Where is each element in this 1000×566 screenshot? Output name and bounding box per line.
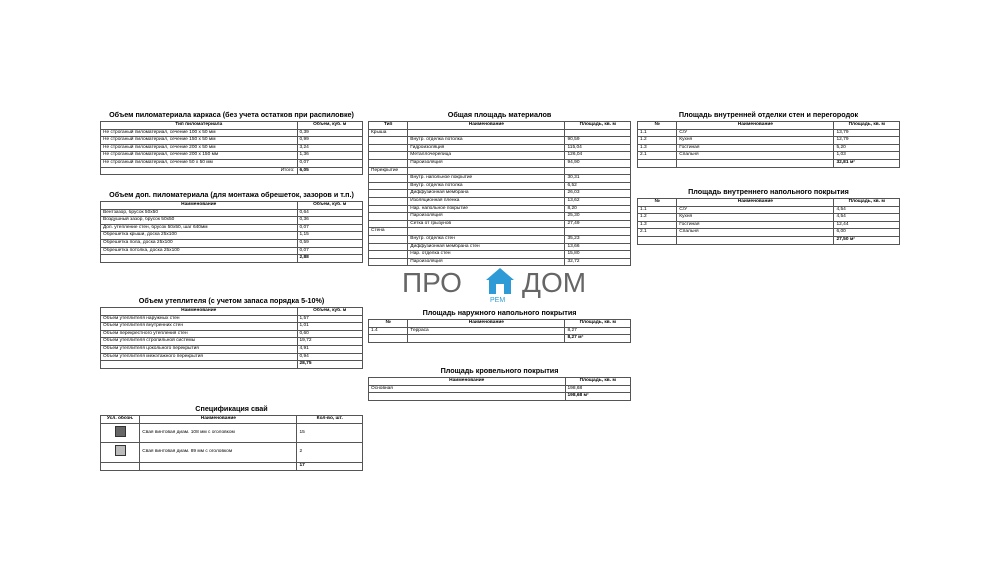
logo-right-text: ДОМ [522, 267, 587, 298]
cell: Терраса [408, 327, 565, 335]
cell: 19,72 [297, 338, 363, 346]
cell: 1.3 [638, 221, 677, 229]
roof-table [368, 377, 631, 401]
logo-graphic [400, 264, 600, 304]
materials-header-name: Наименование [408, 122, 565, 130]
cell: Пароизоляция [408, 213, 565, 221]
table-row [369, 197, 631, 205]
table-row [369, 144, 631, 152]
cell: Гостиная [677, 221, 834, 229]
cell: Пароизоляция [408, 159, 565, 167]
wall-header-no: № [638, 122, 677, 130]
cell: Не строганый пиломатериал, сечение 100 х 50 мм [101, 129, 298, 137]
cell: Спальня [677, 229, 834, 237]
cell: Объем утеплителя внутренних стен [101, 323, 298, 331]
cell: 198,68 [565, 385, 631, 393]
cell: 1.4 [369, 327, 408, 335]
roof-section [368, 366, 631, 401]
cell: Гостиная [677, 144, 834, 152]
indoor-header-name: Наименование [677, 199, 834, 207]
materials-title: Общая площадь материалов [447, 110, 552, 119]
logo-left-text: ПРО [402, 267, 462, 298]
insulation-header-name: Наименование [101, 308, 298, 316]
cell: 126,04 [565, 152, 631, 160]
table-row [101, 137, 363, 145]
table-row [369, 327, 631, 335]
cell: Обрешетка потолка, доска 25х100 [101, 247, 298, 255]
cell: Нар. отделка стен [408, 251, 565, 259]
wall-finish-section [637, 110, 900, 168]
table-row [101, 159, 363, 167]
cell: 1,01 [297, 323, 363, 331]
cell: С/У [677, 129, 834, 137]
table-row [638, 137, 900, 145]
piles-title: Спецификация свай [195, 404, 268, 413]
cell: 0,64 [297, 209, 363, 217]
materials-header-area: Площадь, кв. м [565, 122, 631, 130]
lumber-title: Объем пиломатериала каркаса (без учета остатков при распиловке) [109, 110, 354, 119]
lumber-header-type: Тип пиломатериала [101, 122, 298, 130]
table-row [101, 224, 363, 232]
total-row [101, 255, 363, 263]
cell: Не строганый пиломатериал, сечение 150 х 50 мм [101, 137, 298, 145]
total-value: 2,88 [297, 255, 363, 263]
cell: 30,31 [565, 175, 631, 183]
table-row [101, 315, 363, 323]
extra-lumber-header-volume: Объем, куб. м [297, 202, 363, 210]
cell: 2.1 [638, 152, 677, 160]
cell: 0,07 [297, 159, 363, 167]
wall-header-name: Наименование [677, 122, 834, 130]
cell: 2 [297, 443, 363, 463]
table-row [369, 152, 631, 160]
total-value: 27,50 м² [834, 236, 900, 244]
table-row [638, 129, 900, 137]
table-row [369, 251, 631, 259]
pile-89-icon [115, 445, 126, 456]
cell: Сетка от грызунов [408, 220, 565, 228]
materials-section [368, 110, 631, 266]
extra-lumber-table [100, 201, 363, 263]
table-row [638, 152, 900, 160]
cell: Не строганый пиломатериал, сечение 200 х 50 мм [101, 144, 298, 152]
extra-lumber-section [100, 190, 363, 263]
roof-header-area: Площадь, кв. м [565, 378, 631, 386]
lumber-header-volume: Объем, куб. м [297, 122, 363, 130]
table-row [101, 209, 363, 217]
cell: Пароизоляция [408, 258, 565, 266]
cell: Обрешетка крыши, доска 25х100 [101, 232, 298, 240]
cell: 0,59 [297, 239, 363, 247]
cell: 1.2 [638, 214, 677, 222]
insulation-header-volume: Объем, куб. м [297, 308, 363, 316]
group-type: Стена [369, 228, 408, 236]
total-value: 6,05 [297, 167, 363, 175]
wall-finish-title: Площадь внутренней отделки стен и перегородок [678, 110, 859, 119]
table-row [101, 443, 363, 463]
cell: 8,20 [565, 205, 631, 213]
cell: Изоляционная пленка [408, 197, 565, 205]
cell: Внутр. напольное покрытие [408, 175, 565, 183]
cell: 13,79 [834, 129, 900, 137]
cell: 94,90 [565, 159, 631, 167]
outdoor-floor-title: Площадь наружного напольного покрытия [422, 308, 577, 317]
cell: 1.1 [638, 206, 677, 214]
table-row [101, 323, 363, 331]
cell: 0,36 [297, 217, 363, 225]
cell: 6,00 [834, 229, 900, 237]
cell: Диффузионная мембрана стен [408, 243, 565, 251]
wall-header-area: Площадь, кв. м [834, 122, 900, 130]
cell: Спальня [677, 152, 834, 160]
cell: 4,54 [834, 214, 900, 222]
table-row [369, 235, 631, 243]
indoor-floor-title: Площадь внутреннего напольного покрытия [688, 187, 849, 196]
cell: Свая винтовая диам. 89 мм с оголовком [140, 443, 297, 463]
cell: 4,54 [834, 206, 900, 214]
group-row [369, 167, 631, 175]
cell: Внутр. отделка потолка [408, 137, 565, 145]
materials-header-type: Тип [369, 122, 408, 130]
cell: 1.3 [638, 144, 677, 152]
table-row [369, 159, 631, 167]
total-value: 32,81 м² [834, 159, 900, 167]
table-row [101, 217, 363, 225]
indoor-floor-section [637, 187, 900, 245]
roof-title: Площадь кровельного покрытия [440, 366, 559, 375]
table-row [369, 220, 631, 228]
cell: С/У [677, 206, 834, 214]
table-row [101, 144, 363, 152]
group-type: Крыша [369, 129, 408, 137]
cell: Вентзазор, брусок 50х50 [101, 209, 298, 217]
total-row [369, 335, 631, 343]
cell: 1.2 [638, 137, 677, 145]
outdoor-floor-section [368, 308, 631, 343]
cell: Объем утеплителя стропильной системы [101, 338, 298, 346]
cell: 8,27 [565, 327, 631, 335]
table-row [638, 229, 900, 237]
outdoor-header-name: Наименование [408, 320, 565, 328]
cell: 115,04 [565, 144, 631, 152]
table-row [101, 423, 363, 443]
table-row [101, 129, 363, 137]
cell: Не строганый пиломатериал, сечение 200 х 150 мм [101, 152, 298, 160]
total-value: 17 [297, 462, 363, 470]
cell: Внутр. отделка стен [408, 235, 565, 243]
table-row [638, 214, 900, 222]
table-row [101, 345, 363, 353]
cell: 15 [297, 423, 363, 443]
cell: 13,66 [565, 243, 631, 251]
table-row [101, 239, 363, 247]
cell: 1.1 [638, 129, 677, 137]
table-row [369, 213, 631, 221]
group-row [369, 129, 631, 137]
total-value: 198,68 м² [565, 393, 631, 401]
wall-finish-table [637, 121, 900, 168]
piles-header-symbol: Усл. обозн. [101, 416, 140, 424]
indoor-header-area: Площадь, кв. м [834, 199, 900, 207]
table-row [101, 330, 363, 338]
piles-table [100, 415, 363, 471]
total-row [101, 361, 363, 369]
table-row [369, 137, 631, 145]
cell: 12,79 [834, 137, 900, 145]
cell: Диффузионная мембрана [408, 190, 565, 198]
outdoor-header-area: Площадь, кв. м [565, 320, 631, 328]
cell: Основная [369, 385, 566, 393]
cell: 0,99 [297, 137, 363, 145]
cell: Кухня [677, 137, 834, 145]
cell: Объем утеплителя наружных стен [101, 315, 298, 323]
cell: Внутр. отделка потолка [408, 182, 565, 190]
table-row [369, 190, 631, 198]
table-row [638, 221, 900, 229]
cell: Объем перекрестного утепления стен [101, 330, 298, 338]
group-row [369, 228, 631, 236]
cell: 4,91 [297, 345, 363, 353]
table-row [369, 205, 631, 213]
cell: 25,30 [565, 213, 631, 221]
total-row [101, 167, 363, 175]
house-icon [486, 268, 514, 294]
cell: 13,62 [565, 197, 631, 205]
cell: 15,80 [565, 251, 631, 259]
insulation-section [100, 296, 363, 369]
materials-table [368, 121, 631, 266]
lumber-section [100, 110, 363, 175]
total-row [369, 393, 631, 401]
table-row [101, 152, 363, 160]
piles-header-count: Кол-во, шт. [297, 416, 363, 424]
piles-section [100, 404, 363, 471]
table-row [369, 182, 631, 190]
cell: 6,52 [565, 182, 631, 190]
table-row [101, 353, 363, 361]
cell: Воздушный зазор, брусок 50х50 [101, 217, 298, 225]
cell: 1,03 [834, 152, 900, 160]
roof-header-name: Наименование [369, 378, 566, 386]
total-row [638, 236, 900, 244]
cell: 0,60 [297, 330, 363, 338]
cell: 27,49 [565, 220, 631, 228]
pro-dom-logo [400, 264, 600, 304]
total-row [638, 159, 900, 167]
cell: Свая винтовая диам. 108 мм с оголовком [140, 423, 297, 443]
table-row [369, 243, 631, 251]
insulation-title: Объем утеплителя (с учетом запаса порядка 5-10%) [138, 296, 325, 305]
cell: Не строганый пиломатериал, сечение 50 х 50 мм [101, 159, 298, 167]
cell: 1,15 [297, 232, 363, 240]
cell: 32,72 [565, 258, 631, 266]
outdoor-header-no: № [369, 320, 408, 328]
cell: 0,39 [297, 129, 363, 137]
cell: 90,59 [565, 137, 631, 145]
extra-lumber-header-name: Наименование [101, 202, 298, 210]
cell: Обрешетка пола, доска 25х100 [101, 239, 298, 247]
table-row [638, 144, 900, 152]
table-row [638, 206, 900, 214]
indoor-floor-table [637, 198, 900, 245]
cell: 0,94 [297, 353, 363, 361]
table-row [369, 175, 631, 183]
outdoor-floor-table [368, 319, 631, 343]
cell: 26,03 [565, 190, 631, 198]
group-type: Перекрытие [369, 167, 408, 175]
logo-sub-text: РЕМ [490, 297, 506, 304]
cell: 1,36 [297, 152, 363, 160]
insulation-table [100, 307, 363, 369]
table-row [101, 338, 363, 346]
piles-header-name: Наименование [140, 416, 297, 424]
cell: 0,07 [297, 224, 363, 232]
cell: Гидроизоляция [408, 144, 565, 152]
total-label: Итого: [101, 167, 298, 175]
cell: Нар. напольное покрытие [408, 205, 565, 213]
cell: 35,23 [565, 235, 631, 243]
cell: 0,07 [297, 247, 363, 255]
table-row [101, 232, 363, 240]
cell: 5,20 [834, 144, 900, 152]
total-value: 8,27 м² [565, 335, 631, 343]
cell: Объем утеплителя цокольного перекрытия [101, 345, 298, 353]
cell: Объем утеплителя межэтажного перекрытия [101, 353, 298, 361]
total-value: 28,75 [297, 361, 363, 369]
indoor-header-no: № [638, 199, 677, 207]
cell: 3,24 [297, 144, 363, 152]
table-row [369, 385, 631, 393]
extra-lumber-title: Объем доп. пиломатериала (для монтажа обрешеток, зазоров и т.п.) [109, 190, 354, 199]
total-row [101, 462, 363, 470]
cell: 1,57 [297, 315, 363, 323]
cell: Металлочерепица [408, 152, 565, 160]
table-row [101, 247, 363, 255]
lumber-table [100, 121, 363, 175]
cell: 12,44 [834, 221, 900, 229]
cell: Доп. утепление стен, брусок 50х50, шаг 640мм [101, 224, 298, 232]
cell: Кухня [677, 214, 834, 222]
cell: 2.1 [638, 229, 677, 237]
pile-108-icon [115, 426, 126, 437]
